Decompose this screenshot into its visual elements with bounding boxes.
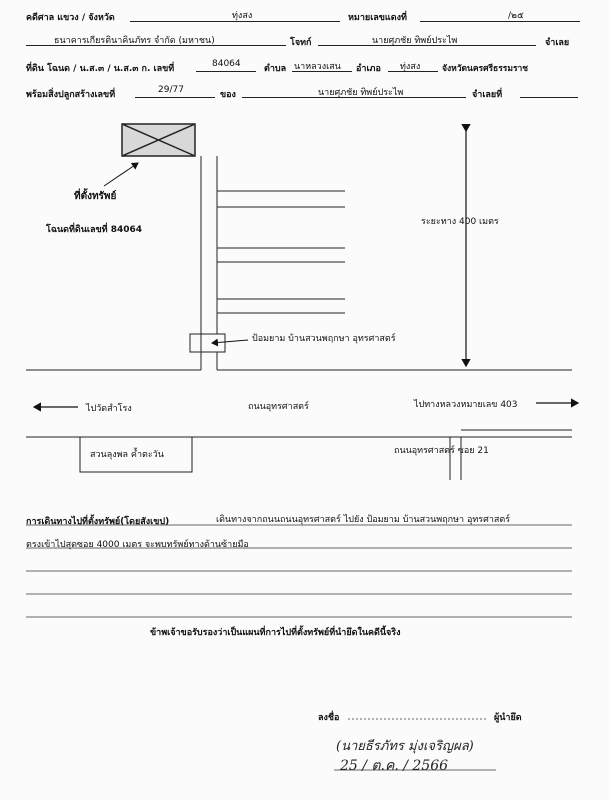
main-road-label: ถนนอุทรศาสตร์ (248, 402, 309, 412)
subdistrict-label: ตำบล (264, 64, 287, 74)
directions-line-1: เดินทางจากถนนถนนอุทรศาสตร์ ไปยัง ป้อมยาม บ้านสวนพฤกษา อุทรศาสตร์ (216, 515, 511, 525)
soi-label: ถนนอุทรศาสตร์ ซอย 21 (394, 446, 489, 456)
signer-name: (นายธีรภัทร มุ่งเจริญผล) (336, 739, 474, 754)
land-label: ที่ดิน โฉนด / น.ส.๓ / น.ส.๓ ก. เลขที่ (26, 64, 175, 74)
province-label: จังหวัดนครศรีธรรมราช (442, 64, 529, 74)
owner-name: นายศุภชัย ทิพย์ประไพ (318, 88, 404, 98)
deed-label: โฉนดที่ดินเลขที่ 84064 (46, 225, 143, 235)
owner-label: ของ (220, 90, 236, 100)
land-number: 84064 (212, 59, 241, 69)
court-label: คดีศาล แขวง / จังหวัด (26, 13, 115, 23)
police-box-pointer (212, 340, 248, 343)
case-no-value: /๒๕ (508, 11, 524, 21)
building-number: 29/77 (158, 85, 184, 95)
to-highway-label: ไปทางหลวงหมายเลข 403 (414, 400, 518, 410)
sign-label: ลงชื่อ (318, 713, 340, 723)
police-box-label: ป้อมยาม บ้านสวนพฤกษา อุทรศาสตร์ (252, 334, 396, 344)
property-pointer-arrow (104, 163, 138, 186)
district-value: ทุ่งสง (400, 62, 421, 72)
signature-date: 25 / ต.ค. / 2566 (340, 758, 449, 774)
to-samrong-label: ไปวัดสำโรง (86, 404, 132, 414)
certification-text: ข้าพเจ้าขอรับรองว่าเป็นแผนที่การไปที่ตั้งทรัพย์ที่นำยึดในคดีนี้จริง (150, 628, 401, 638)
case-no-label: หมายเลขแดงที่ (348, 13, 407, 23)
role-label: ผู้นำยึด (494, 713, 522, 723)
distance-label: ระยะทาง 400 เมตร (421, 217, 499, 227)
defendant-no-label: จำเลยที่ (472, 90, 503, 100)
property-label: ที่ตั้งทรัพย์ (74, 191, 117, 202)
police-box (190, 334, 225, 352)
bank-name: ธนาคารเกียรตินาคินภัทร จำกัด (มหาชน) (54, 36, 215, 46)
building-label: พร้อมสิ่งปลูกสร้างเลขที่ (26, 90, 116, 100)
property-marker (122, 124, 195, 156)
defendant-label: จำเลย (545, 38, 570, 48)
court-value: ทุ่งสง (232, 11, 253, 21)
defendant-name: นายศุภชัย ทิพย์ประไพ (372, 36, 458, 46)
landmark-label: สวนลุงพล ค้ำตะวัน (90, 450, 164, 460)
soi-road (26, 156, 572, 480)
directions-line-2: ตรงเข้าไปสุดซอย 4000 เมตร จะพบทรัพย์ทางด้านซ้ายมือ (26, 540, 249, 550)
directions-label: การเดินทางไปที่ตั้งทรัพย์(โดยสังเขป) (26, 517, 170, 527)
subdistrict-value: นาหลวงเสน (294, 62, 341, 72)
plaintiff-label: โจทก์ (290, 38, 312, 48)
district-label: อำเภอ (356, 64, 381, 74)
